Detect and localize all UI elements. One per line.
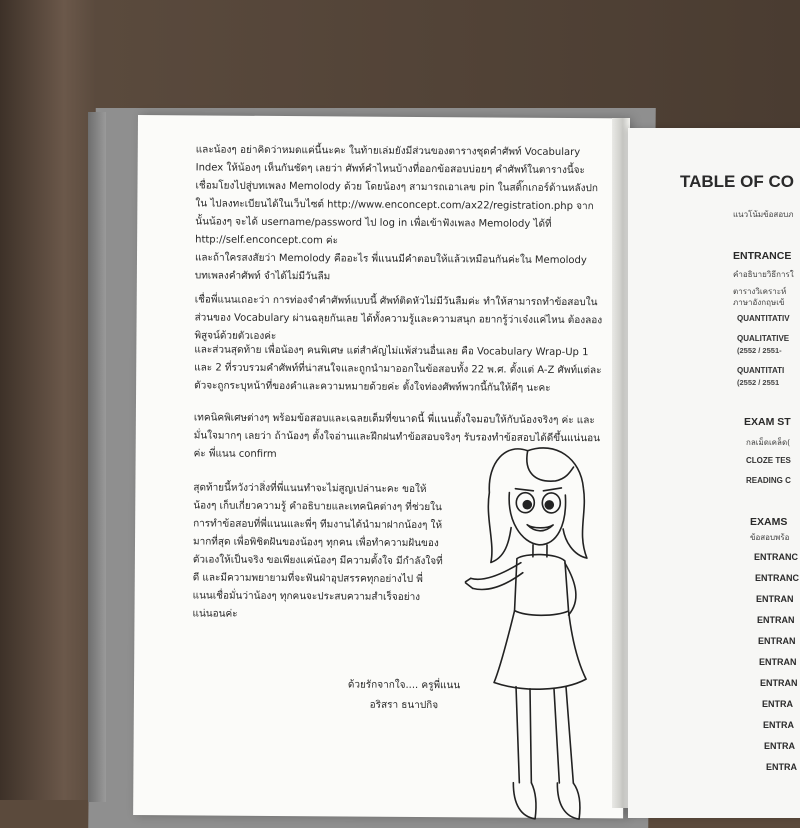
paragraph-memolody: และถ้าใครสงสัยว่า Memolody คืออะไร พี่แนนมีคำตอบให้แล้วเหมือนกันค่ะใน Memolody บทเพลงคำศัพท์ จำได้ไม่มีวันลืม <box>194 252 587 283</box>
toc-entrance-heading: ENTRANCE <box>733 250 792 262</box>
toc-exam-entry: ENTRA <box>764 741 795 751</box>
left-page <box>133 115 628 818</box>
toc-exams-heading: EXAMS <box>750 516 788 528</box>
toc-entrance-item: QUALITATIVE <box>737 334 790 343</box>
paragraph-closing: สุดท้ายนี้หวังว่าสิ่งที่พี่แนนทำจะไม่สูญเปล่านะคะ ขอให้น้องๆ เก็บเกี่ยวความรู้ คำอธิบายและเทคนิคต่างๆ ที่ช่วยในการทำข้อสอบที่พี่แนนและพี่ๆ ทีมงานได้นำมาฝากน้องๆ ให้มากที่สุด เพื่อพิชิตฝันของน้องๆ ทุกคน เพื่อทำความฝันของตัวเองให้เป็นจริง ขอเพียงแค่น้องๆ มีความตั้งใจ มีกำลังใจที่ดี และมีความพยายามที่จะฟันฝ่าอุปสรรคทุกอย่างไป พี่แนนเชื่อมั่นว่าน้องๆ ทุกคนจะประสบความสำเร็จอย่างแน่นอนค่ะ <box>192 482 443 620</box>
toc-exam-entry: ENTRAN <box>756 594 794 604</box>
toc-exam-item: READING C <box>746 476 791 485</box>
toc-exams-subtitle: ข้อสอบพร้อ <box>750 533 790 542</box>
toc-entrance-item: ตารางวิเคราะห์ <box>733 287 787 296</box>
toc-title: TABLE OF CO <box>680 172 794 191</box>
paragraph-techniques: เทคนิคพิเศษต่างๆ พร้อมข้อสอบและเฉลยเต็มที่ขนาดนี้ พี่แนนตั้งใจมอบให้กับน้องจริงๆ ค่ะ และมั่นใจมากๆ เลยว่า ถ้าน้องๆ ตั้งใจอ่านและฝึกฝนทำข้อสอบจริงๆ รับรองทำข้อสอบได้ดีขึ้นแน่นอนค่ะ พี่แนน confirm <box>193 412 600 460</box>
toc-exam-entry: ENTRAN <box>760 678 798 688</box>
signature-greeting: ด้วยรักจากใจ.... ครูพี่แนน <box>347 679 461 692</box>
toc-exam-entry: ENTRA <box>766 762 797 772</box>
paragraph-memorize: เชื่อพี่แนนเถอะว่า การท่องจำคำศัพท์แบบนี้ ศัพท์ติดหัวไม่มีวันลืมค่ะ ทำให้สามารถทำข้อสอบในส่วนของ Vocabulary ผ่านฉลุยกันเลย ได้ทั้งความรู้และความสนุก อยากรู้ว่าเจ๋งแค่ไหน ต้องลองพิสูจน์ด้วยตัวเองค่ะ <box>194 294 603 342</box>
toc-entrance-item: (2552 / 2551- <box>737 346 782 355</box>
book-cover-edge <box>88 112 106 802</box>
toc-exam-item: กลเม็ดเคล็ด( <box>746 438 791 447</box>
toc-exam-item: CLOZE TES <box>746 456 791 465</box>
toc-exam-entry: ENTRAN <box>759 657 797 667</box>
toc-exam-strategies-heading: EXAM ST <box>744 416 791 428</box>
toc-entrance-item: QUANTITATIV <box>737 314 790 323</box>
toc-entrance-item: (2552 / 2551 <box>737 378 780 387</box>
toc-exam-entry: ENTRAN <box>757 615 795 625</box>
paragraph-vocabulary-index: และน้องๆ อย่าคิดว่าหมดแค่นี้นะคะ ในท้ายเล่มยังมีส่วนของตารางชุดคำศัพท์ Vocabulary Index ให้น้องๆ เห็นกันชัดๆ เลยว่า ศัพท์คำไหนบ้างที่ออกข้อสอบบ่อยๆ คำศัพท์ในตารางนี้จะเชื่อมโยงไปสู่บทเพลง Memolody ด้วย โดยน้องๆ สามารถเอาเลข pin ในสติ๊กเกอร์ด้านหลังปกใน ไปลงทะเบียนได้ในเว็บไซต์ http://www.enconcept.com/ax22/registration.php จากนั้นน้องๆ จะได้ username/password ไป log in เพื่อเข้าฟังเพลง Memolody ได้ที่ http://self.enconcept.com ค่ะ <box>195 144 598 247</box>
toc-exam-entry: ENTRANC <box>755 573 799 583</box>
paragraph-wrap-up: และส่วนสุดท้าย เพื่อน้องๆ คนพิเศษ แต่สำคัญไม่แพ้ส่วนอื่นเลย คือ Vocabulary Wrap-Up 1 และ 2 ที่รวบรวมคำศัพท์ที่น่าสนใจและถูกนำมาออกในข้อสอบทั้ง 22 พ.ศ. ตั้งแต่ A-Z ศัพท์แต่ละตัวจะถูกระบุหน้าที่ของคำและความหมายด้วยค่ะ ตั้งใจท่องศัพท์พวกนี้กันให้ดีๆ นะคะ <box>194 344 602 394</box>
toc-entrance-item: QUANTITATI <box>737 366 785 375</box>
right-page <box>628 128 800 818</box>
toc-exam-entry: ENTRAN <box>758 636 796 646</box>
toc-entrance-item: คำอธิบายวิธีการใ <box>733 270 794 279</box>
cartoon-girl-illustration <box>463 432 616 823</box>
toc-exam-entry: ENTRA <box>762 699 793 709</box>
toc-exam-entry: ENTRANC <box>754 552 798 562</box>
signature-name: อริสรา ธนาปกิจ <box>369 699 439 712</box>
toc-entrance-item: ภาษาอังกฤษเข้ <box>733 298 785 307</box>
toc-subtitle: แนวโน้มข้อสอบภ <box>733 210 794 219</box>
toc-exam-entry: ENTRA <box>763 720 794 730</box>
